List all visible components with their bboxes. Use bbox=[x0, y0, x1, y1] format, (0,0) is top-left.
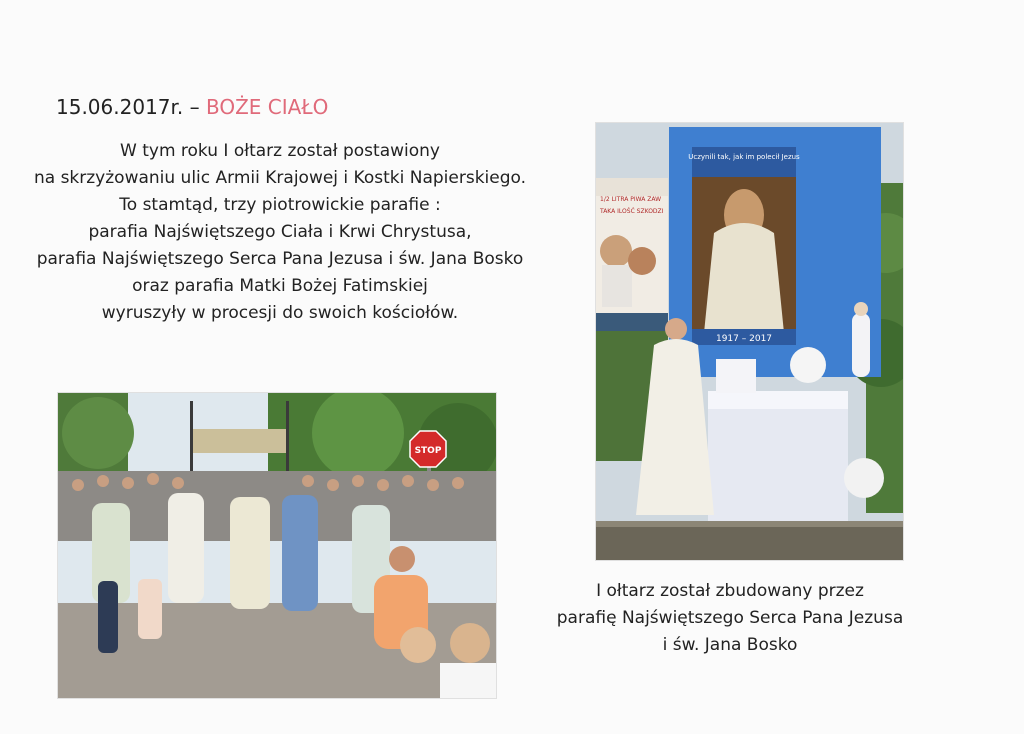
caption-line: I ołtarz został zbudowany przez bbox=[596, 581, 864, 601]
intro-line: oraz parafia Matki Bożej Fatimskiej bbox=[132, 276, 428, 296]
procession-photo-drawing bbox=[58, 393, 496, 698]
title-separator: – bbox=[189, 95, 200, 119]
banner-year-text: 1917 – 2017 bbox=[715, 334, 773, 344]
caption-line: i św. Jana Bosko bbox=[662, 635, 798, 655]
intro-line: W tym roku I ołtarz został postawiony bbox=[120, 141, 440, 161]
intro-line: parafia Najświętszego Ciała i Krwi Chrystusa, bbox=[88, 222, 472, 242]
procession-photo bbox=[57, 392, 497, 699]
title-feast: BOŻE CIAŁO bbox=[205, 95, 329, 119]
intro-line: na skrzyżowaniu ulic Armii Krajowej i Kostki Napierskiego. bbox=[33, 168, 527, 188]
billboard-text-1: 1/2 LITRA PIWA ZAW bbox=[600, 196, 662, 203]
altar-photo bbox=[595, 122, 904, 561]
altar-photo-drawing bbox=[596, 123, 903, 560]
intro-line: wyruszyły w procesji do swoich kościołów. bbox=[101, 303, 459, 323]
intro-text bbox=[6, 138, 554, 327]
banner-top-text: Uczynili tak, jak im polecił Jezus bbox=[688, 153, 800, 161]
page-title bbox=[56, 95, 328, 119]
billboard-text-2: TAKA ILOŚĆ SZKODZI bbox=[600, 208, 664, 215]
title-date: 15.06.2017r. bbox=[56, 95, 184, 119]
stop-sign-text: STOP bbox=[414, 446, 442, 456]
intro-line: To stamtąd, trzy piotrowickie parafie : bbox=[119, 195, 441, 215]
intro-line: parafia Najświętszego Serca Pana Jezusa i św. Jana Bosko bbox=[36, 249, 524, 269]
altar-caption bbox=[520, 578, 940, 659]
caption-line: parafię Najświętszego Serca Pana Jezusa bbox=[556, 608, 904, 628]
